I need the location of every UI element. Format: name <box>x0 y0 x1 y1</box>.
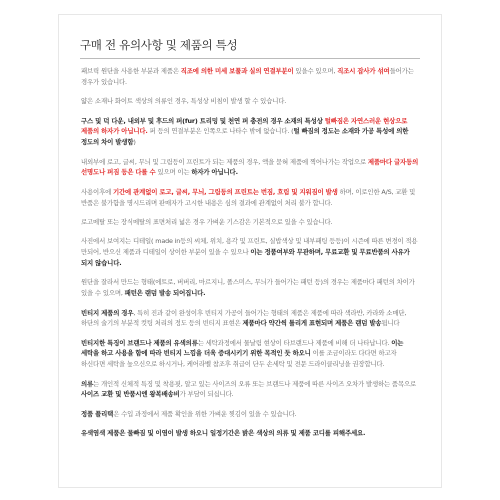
body-text: 있으며 이는 <box>155 168 192 177</box>
emphasis-text: 빈티지한 특징이 브랜드나 제품의 유색의류 <box>81 338 198 347</box>
emphasis-text: 사이즈 교환 및 반품시엔 왕복배송비 <box>81 390 180 399</box>
notice-paragraph <box>81 409 421 420</box>
notice-paragraph <box>81 379 421 401</box>
body-text: 이를 조금이라도 다다면 하고자 하신다면 세탁을 높으신으로 하시거나, 케어라벨 참조후 취급이 단두 손세탁 및 전문 드라이클리닝을 권장합니다. <box>81 349 397 369</box>
emphasis-text: 제품마다 글자등의 선명도나 퍼짐 등은 다를 수 <box>81 157 419 177</box>
emphasis-text: 빈티지 제품의 경우 <box>81 308 134 317</box>
notice-paragraph <box>81 338 421 370</box>
emphasis-text: 유색염색 제품은 물빠짐 및 이염이 발생 하오니 일정기간은 밝은 색상의 의류 및 제품 코디를 피해주세요. <box>81 429 366 438</box>
body-text: 가 부담이 되십니다. <box>179 390 234 399</box>
body-text: 들어가는 경우가 있습니다. <box>81 67 414 86</box>
body-text: 는 세탁과정에서 물날림 현상이 타브랜드나 제품에 비해 더 나타납니다. <box>197 338 392 347</box>
notice-body <box>81 66 421 439</box>
emphasis-text: 이는 정품여부와 무관하며, 무료교환 및 무료반품의 사유가 되지 않습니다. <box>81 248 410 267</box>
emphasis-text: 이는 세탁을 하고 사용을 함에 따라 빈티지 느낌을 더욱 증대시키기 위한 목적인 듯 하오니 <box>81 338 404 358</box>
body-text: 얇은 소재나 화이트 색상의 의류인 경우, 특성상 비침이 발생 할 수 있습니다. <box>81 97 287 106</box>
notice-paragraph <box>81 236 421 268</box>
emphasis-text: 정품 플리택 <box>81 409 114 418</box>
page-title: 구매 전 유의사항 및 제품의 특성 <box>80 38 238 52</box>
notice-paragraph <box>81 66 421 88</box>
notice-paragraph <box>81 187 421 209</box>
body-text: 하며, 이로인한 A/S, 교환 및 반품은 불가함을 명시드리며 판매자가 고시한 내용은 심의 결과에 관계없이 처리 불가 합니다. <box>81 187 416 207</box>
body-text: 패브릭 원단을 사용한 부분과 제품은 <box>81 67 181 75</box>
emphasis-text: 털빠짐은 자연스러운 현상으로 제품의 하자가 아닙니다. <box>81 116 408 136</box>
emphasis-text: 의류 <box>81 379 94 388</box>
emphasis-text: 직조시 잡사가 섞여 <box>337 67 390 75</box>
title-divider <box>80 58 420 59</box>
body-text: 사진에서 보여지는 디테일( made in등의 씨체, 위치, 용각 및 프린트, 실밥색상 및 내부패팅 등등)이 시즌에 따른 변경이 적용 만되어, 반으신 제품과 디테일이 상이한 부분이 있을 수 있으나 <box>81 237 418 257</box>
emphasis-text: 구스 및 덕 다운, 내외부 및 후드의 퍼(fur) 트리밍 및 천연 퍼 충전의 경우 소재의 특성상 <box>81 116 325 125</box>
emphasis-text: 직조에 의한 미세 보풀과 실의 연결부분이 <box>180 67 294 75</box>
emphasis-text: 기간에 관계없이 로고, 글씨, 무늬, 그림등의 프린트는 번짐, 흐림 및 지워짐이 발생 <box>113 187 338 196</box>
body-text: 퍼 등의 연결부분은 인쪽으로 나타수 밖에 없습니다. ( <box>147 127 294 136</box>
body-text: ) <box>133 138 136 147</box>
body-text: , 특히 진과 같이 완성이후 빈티지 가공이 들어가는 형태의 제품은 제품에 따라 색라반, 카라와 소매단, 하단의 술기의 부분적 컷팅 처리의 정도 등의 빈티지 표현은 <box>81 308 407 328</box>
emphasis-text: 털 빠짐의 정도는 소재와 가공 특성에 의한 정도의 차이 발생함 <box>81 127 409 147</box>
body-text: 사용이후에 <box>81 187 113 196</box>
notice-paragraph <box>81 217 421 228</box>
body-text: 은 수입 과정에서 제품 확인을 위한 가벼운 찢김이 있을 수 있습니다. <box>113 409 297 418</box>
notice-paragraph <box>81 116 421 148</box>
body-text: 원단을 잘라서 만드는 형태(에트로, 버버리, 마르지니, 폴스미스, 무늬가 들어가는 패턴 등)의 경우는 제품마다 패턴의 차이가 있을 수 있으며, <box>81 278 415 298</box>
notice-paragraph <box>81 308 421 330</box>
emphasis-text: 제품마다 약간씩 틀리게 표현되며 제품은 랜덤 발송 <box>242 319 382 328</box>
body-text: 됩니다 <box>381 319 400 328</box>
emphasis-text: 하자가 아닙니다. <box>191 168 238 177</box>
body-text: 내외부에 로고, 글씨, 무늬 및 그림등이 프린트가 되는 제품의 경우, 액을 묻혀 제품에 찍어나가는 작업으로 <box>81 157 368 166</box>
body-text: 로고메탈 또는 장식메탈의 표면처리 넓은 경우 가벼운 기스감은 기본적으로 있을 수 있습니다. <box>81 217 333 226</box>
notice-paragraph <box>81 96 421 107</box>
notice-paragraph <box>81 277 421 299</box>
notice-paragraph <box>81 428 421 439</box>
emphasis-text: 패턴은 랜덤 발송 되어집니다. <box>124 289 206 298</box>
notice-paragraph <box>81 157 421 179</box>
body-text: 는 개인적 신체적 특징 및 착용핏, 알고 있는 사이즈의 오류 또는 브랜드나 제품에 따른 사이즈 오차가 발생하는 품목으로 <box>93 379 417 388</box>
body-text: 있을수 있으며, <box>293 67 338 75</box>
